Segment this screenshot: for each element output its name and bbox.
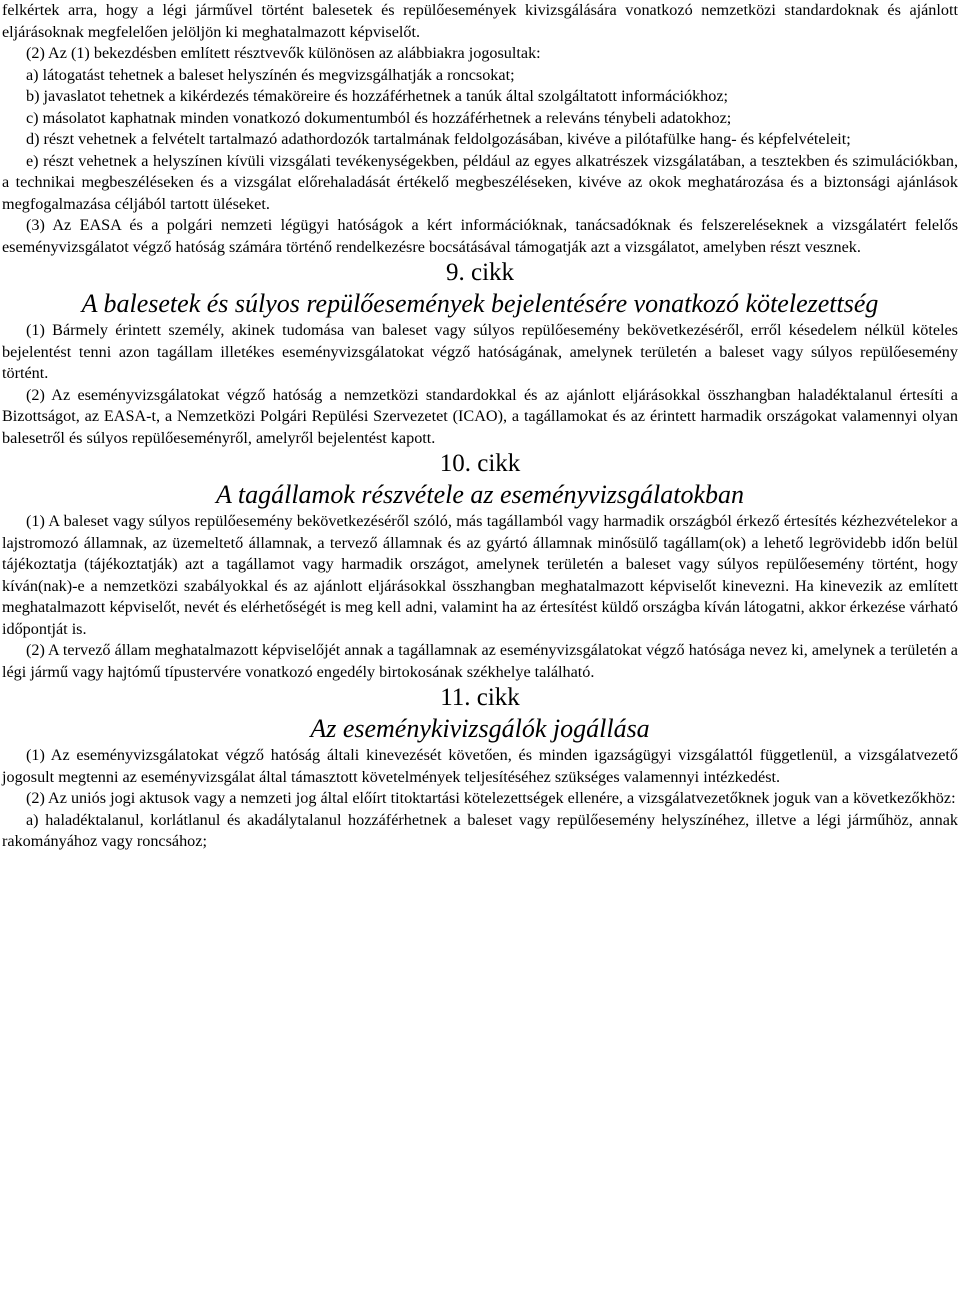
paragraph-3: (3) Az EASA és a polgári nemzeti légügyi hatóságok a kért információknak, tanácsadóknak és felszereléseknek a vizsgálatért felelős eseményvizsgálatot végző hatóság számára történő rendelkezésre bocsátásával támogatják azt a vizsgálatot, amelyben részt vesznek. <box>2 216 958 256</box>
article-title: A balesetek és súlyos repülőesemények bejelentésére vonatkozó kötelezettség <box>81 289 879 318</box>
list-item-a: a) látogatást tehetnek a baleset helyszínén és megvizsgálhatják a roncsokat; <box>26 65 515 84</box>
paragraph-2: (2) Az eseményvizsgálatokat végző hatóság a nemzetközi standardokkal és az ajánlott eljárásokkal összhangban haladéktalanul értesíti a Bizottságot, az EASA-t, a Nemzetközi Polgári Repülési Szervezetet (ICAO), a tagállamokat és az érintett harmadik országokat valamennyi olyan balesetről és súlyos repülőeseményről, amelyről bejelentést kapott. <box>2 385 958 447</box>
article-11 <box>2 683 958 853</box>
paragraph-continued: felkértek arra, hogy a légi járművel történt balesetek és repülőesemények kivizsgálására vonatkozó nemzetközi standardoknak és ajánlott eljárásoknak megfelelően jelöljön ki meghatalmazott képviselőt. <box>2 1 958 41</box>
paragraph-1: (1) Bármely érintett személy, akinek tudomása van baleset vagy súlyos repülőesemény bekövetkezéséről, erről késedelem nélkül köteles bejelentést tenni azon tagállam illetékes eseményvizsgálatokat végző hatóságának, amelynek területén a baleset vagy súlyos repülőesemény történt. <box>2 321 958 382</box>
article-title: A tagállamok részvétele az eseményvizsgálatokban <box>215 480 745 509</box>
article-number: 11. cikk <box>440 684 520 711</box>
article-9 <box>2 258 958 449</box>
list-item-c: c) másolatot kaphatnak minden vonatkozó dokumentumból és hozzáférhetnek a releváns ténybeli adatokhoz; <box>26 108 732 127</box>
article-title: Az eseménykivizsgálók jogállása <box>310 714 650 743</box>
article-number: 10. cikk <box>439 450 521 477</box>
paragraph-2: (2) Az uniós jogi aktusok vagy a nemzeti jog által előírt titoktartási kötelezettségek ellenére, a vizsgálatvezetőknek joguk van a következőkhöz: <box>26 789 956 807</box>
list-item-a: a) haladéktalanul, korlátlanul és akadálytalanul hozzáférhetnek a baleset vagy repülőesemény helyszínéhez, illetve a légi járműhöz, annak rakományához vagy roncsához; <box>2 810 958 850</box>
paragraph-2: (2) A tervező állam meghatalmazott képviselőjét annak a tagállamnak az eseményvizsgálatokat végző hatósága nevez ki, amelynek a területén a légi jármű vagy hajtómű típustervére vonatkozó engedély birtokosának székhelye található. <box>2 641 958 681</box>
article-number: 9. cikk <box>445 259 515 286</box>
list-item-b: b) javaslatot tehetnek a kikérdezés témaköreire és hozzáférhetnek a tanúk által szolgáltatott információkhoz; <box>26 87 729 105</box>
section-continued-article <box>2 0 958 258</box>
paragraph-2-intro: (2) Az (1) bekezdésben említett résztvevők különösen az alábbiakra jogosultak: <box>26 44 541 62</box>
paragraph-1: (1) A baleset vagy súlyos repülőesemény bekövetkezéséről szóló, más tagállamból vagy harmadik országból érkező értesítés kézhezvételekor a lajstromozó államnak, az üzemeltető államnak, a tervező államnak és az gyártó államnak minősülő tagállam(ok) a lehető legrövidebb időn belül tájékoztatja (tájékoztatják) azt a tagállamot vagy harmadik országot, amelynek területén a baleset vagy súlyos repülőesemény történt, hogy kíván(nak)-e a nemzetközi szabályokkal és az ajánlott eljárásokkal összhangban meghatalmazott képviselőt kinevezni. Ha kinevezik az említett meghatalmazott képviselőt, nevét és elérhetőségét is meg kell adni, valamint ha az értesítést küldő országba kíván látogatni, akkor érkezése várható időpontját is. <box>2 512 958 638</box>
list-item-e: e) részt vehetnek a helyszínen kívüli vizsgálati tevékenységekben, például az egyes alkatrészek vizsgálatában, a tesztekben és szimulációkban, a technikai megbeszéléseken és a vizsgálat előrehaladását értékelő megbeszéléseken, kivéve az okok meghatározása és a biztonsági ajánlások megfogalmazása céljából tartott üléseket. <box>2 151 958 213</box>
article-10 <box>2 449 958 683</box>
list-item-d: d) részt vehetnek a felvételt tartalmazó adathordozók tartalmának feldolgozásában, kivéve a pilótafülke hang- és képfelvételeit; <box>26 130 851 148</box>
paragraph-1: (1) Az eseményvizsgálatokat végző hatóság általi kinevezését követően, és minden igazságügyi vizsgálattól függetlenül, a vizsgálatvezető jogosult megtenni az eseményvizsgálat által támasztott követelmények teljesítéséhez szükséges valamennyi intézkedést. <box>2 746 958 786</box>
